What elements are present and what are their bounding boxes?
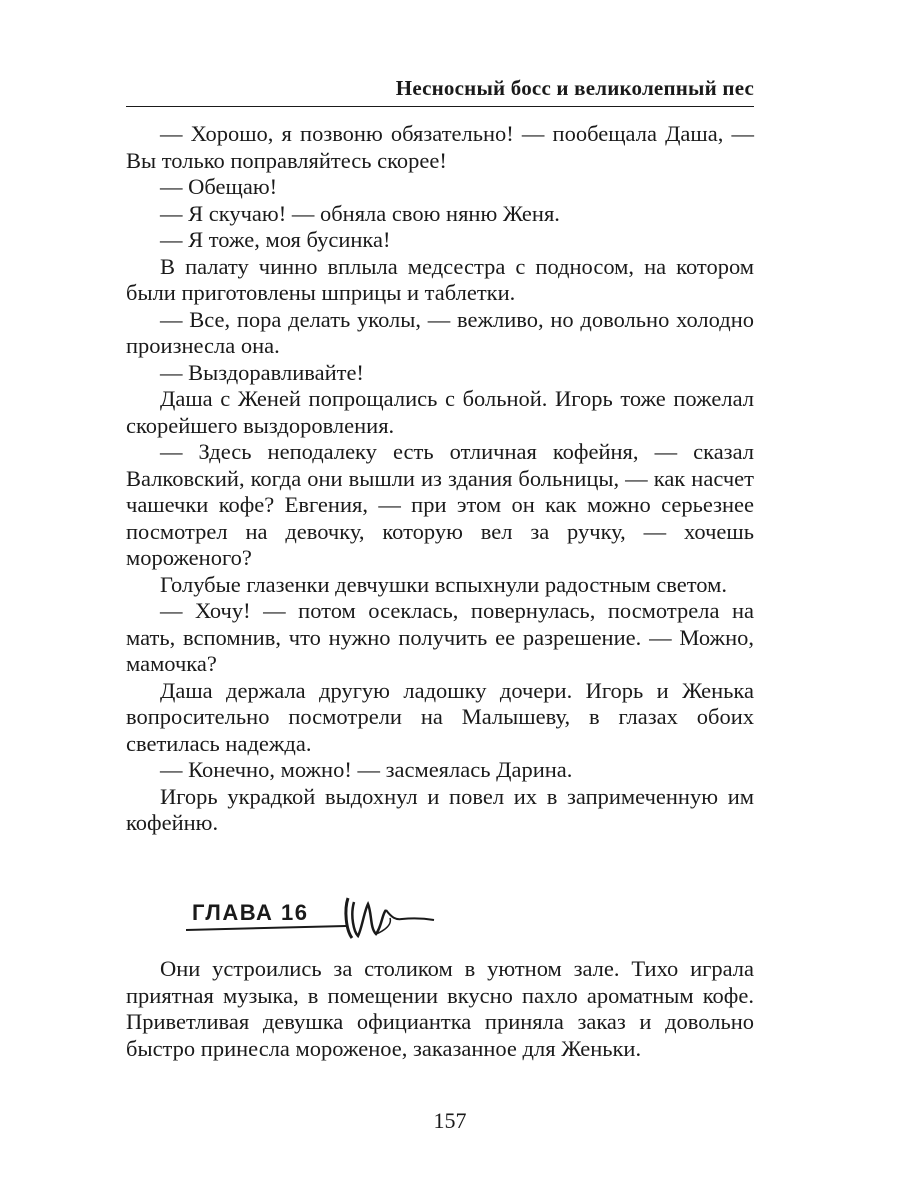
paragraph: — Хорошо, я позвоню обязательно! — пообещала Даша, — Вы только поправляйтесь скорее! — [126, 121, 754, 173]
paragraph: Даша держала другую ладошку дочери. Игорь и Женька вопросительно посмотрели на Малышеву, в глазах обоих светилась надежда. — [126, 677, 754, 756]
paragraph: — Хочу! — потом осеклась, повернулась, посмотрела на мать, вспомнив, что нужно получить ее разрешение. — Можно, мамочка? — [126, 598, 754, 676]
paragraph: Даша с Женей попрощались с больной. Игорь тоже пожелал скорейшего выздоровления. — [126, 386, 754, 438]
paragraph: — Выздоравливайте! — [160, 359, 364, 385]
paragraph: — Я скучаю! — обняла свою няню Женя. — [160, 200, 560, 226]
paragraph: — Здесь неподалеку есть отличная кофейня, — сказал Валковский, когда они вышли из здания больницы, — как насчет чашечки кофе? Евгения, — при этом он как можно серьезнее посмотрел на девочку, которую вел за ручку, — хочешь мороженого? — [126, 439, 754, 570]
paragraph: В палату чинно вплыла медсестра с подносом, на котором были приготовлены шприцы и таблетки. — [126, 253, 754, 305]
header-divider — [126, 106, 754, 107]
chapter-heading — [186, 890, 436, 944]
chapter-title: ГЛАВА 16 — [192, 900, 309, 925]
running-header-title: Несносный босс и великолепный пес — [395, 76, 754, 100]
paragraph: Голубые глазенки девчушки вспыхнули радостным светом. — [160, 571, 727, 597]
paragraph: — Все, пора делать уколы, — вежливо, но довольно холодно произнесла она. — [126, 306, 754, 358]
body-text-bottom — [126, 956, 754, 1062]
paragraph: — Конечно, можно! — засмеялась Дарина. — [160, 757, 573, 782]
paragraph: — Обещаю! — [160, 174, 278, 199]
paragraph: Игорь украдкой выдохнул и повел их в запримеченную им кофейню. — [126, 783, 754, 835]
paragraph: Они устроились за столиком в уютном зале. Тихо играла приятная музыка, в помещении вкусно пахло ароматным кофе. Приветливая девушка официантка приняла заказ и довольно быстро принесла мороженое, заказанное для Женьки. — [126, 956, 754, 1061]
body-text-top — [126, 121, 754, 837]
paragraph: — Я тоже, моя бусинка! — [160, 227, 391, 252]
page-number: 157 — [433, 1108, 467, 1133]
